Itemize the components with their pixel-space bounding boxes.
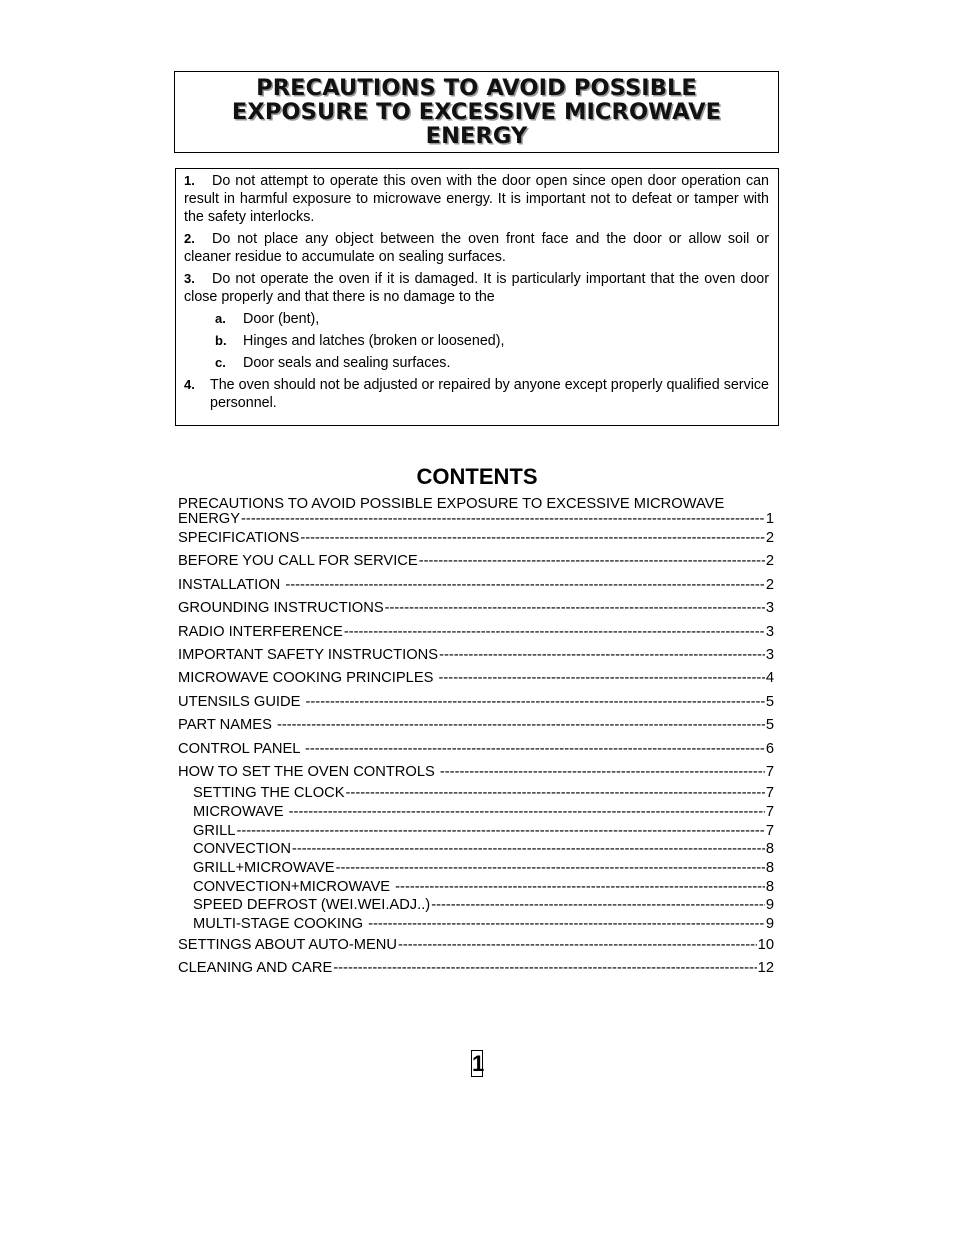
precautions-list-box [175,168,779,426]
item-text: Do not attempt to operate this oven with the door open since open door operation can result in harmful exposure to microwave energy. It is important not to defeat or tamper with the safety interlocks. [184,173,769,225]
toc-leader [285,574,764,597]
toc-entry-precautions[interactable] [178,497,774,527]
toc-entry-label: RADIO INTERFERENCE [178,623,343,640]
toc-entry[interactable] [178,691,774,714]
toc-entry[interactable] [178,957,774,980]
page-number: 1 [472,1051,485,1076]
toc-entry[interactable] [178,597,774,620]
subitem-text: Door seals and sealing surfaces. [243,355,451,371]
damage-subitem-a [215,310,769,328]
toc-entry[interactable] [178,667,774,690]
toc-entry-label: GRILL [193,822,236,839]
toc-entry-label: GRILL+MICROWAVE [193,860,335,877]
item-number: 4. [184,377,195,392]
toc-leader [336,859,765,878]
toc-entry-label-line1: PRECAUTIONS TO AVOID POSSIBLE EXPOSURE TO EXCESSIVE MICROWAVE [178,496,725,512]
toc-page-number: 3 [765,646,774,663]
table-of-contents [178,497,774,981]
toc-entry[interactable] [178,738,774,761]
toc-page-number: 2 [765,529,774,546]
toc-page-number: 9 [765,916,774,933]
toc-leader [289,803,765,822]
toc-entry[interactable] [178,574,774,597]
toc-page-number: 8 [765,878,774,895]
toc-entry[interactable] [178,822,774,841]
toc-entry-label: SPEED DEFROST (WEI.WEI.ADJ..) [193,897,431,914]
toc-leader [368,915,765,934]
toc-page-number: 7 [765,785,774,802]
toc-leader [440,761,765,784]
toc-entry-label: IMPORTANT SAFETY INSTRUCTIONS [178,646,439,663]
toc-leader [346,784,765,803]
toc-entry-label: CONTROL PANEL [178,740,304,757]
subitem-letter: b. [215,333,227,348]
item-number: 1. [184,173,195,188]
toc-entry-label: PART NAMES [178,717,276,734]
toc-page-number: 7 [765,763,774,780]
toc-leader [439,644,765,667]
toc-entry-label: HOW TO SET THE OVEN CONTROLS [178,763,439,780]
toc-entry[interactable] [178,915,774,934]
precaution-item-3 [184,270,769,306]
toc-entry[interactable] [178,896,774,915]
subitem-text: Hinges and latches (broken or loosened), [243,333,505,349]
toc-entry-label: BEFORE YOU CALL FOR SERVICE [178,553,418,570]
toc-entry-label: SPECIFICATIONS [178,529,300,546]
toc-entry-label: UTENSILS GUIDE [178,693,305,710]
toc-leader [292,840,765,859]
toc-entry[interactable] [178,644,774,667]
damage-subitem-b [215,332,769,350]
toc-leader [398,934,757,957]
toc-leader [277,714,765,737]
toc-page-number: 8 [765,860,774,877]
toc-leader [306,691,765,714]
toc-page-number: 12 [757,960,774,977]
toc-entry[interactable] [178,714,774,737]
toc-entry[interactable] [178,803,774,822]
toc-leader [385,597,765,620]
toc-entry[interactable] [178,550,774,573]
toc-entry[interactable] [178,761,774,784]
toc-entry-label: SETTINGS ABOUT AUTO-MENU [178,936,397,953]
toc-page-number: 5 [765,717,774,734]
item-number: 3. [184,271,195,286]
toc-leader [395,878,765,897]
toc-entry-label: GROUNDING INSTRUCTIONS [178,600,384,617]
toc-entry-label: CONVECTION [193,841,291,858]
precaution-item-1 [184,172,769,226]
toc-leader [439,667,765,690]
toc-entry[interactable] [178,878,774,897]
toc-entry-label: MICROWAVE COOKING PRINCIPLES [178,670,438,687]
toc-leader [333,957,756,980]
toc-page-number: 7 [765,822,774,839]
toc-page-number: 5 [765,693,774,710]
title-line-3: ENERGY [425,123,528,149]
toc-leader [236,822,764,841]
toc-entry-label: SETTING THE CLOCK [193,785,345,802]
toc-entry-label: MICROWAVE [193,803,288,820]
toc-page-number: 2 [765,576,774,593]
toc-entry[interactable] [178,621,774,644]
contents-heading: CONTENTS [416,464,538,489]
toc-page-number: 4 [765,670,774,687]
toc-page-number: 1 [765,512,774,527]
toc-leader [344,621,765,644]
subitem-letter: c. [215,355,226,370]
toc-entry[interactable] [178,859,774,878]
precaution-item-2 [184,230,769,266]
toc-leader [419,550,765,573]
item-text: Do not operate the oven if it is damaged. It is particularly important that the oven door close properly and that there is no damage to the [184,271,769,305]
toc-entry[interactable] [178,527,774,550]
toc-leader [241,512,765,527]
toc-leader [431,896,765,915]
damage-subitem-c [215,354,769,372]
title-line-2: EXPOSURE TO EXCESSIVE MICROWAVE [231,99,722,125]
title-line-1: PRECAUTIONS TO AVOID POSSIBLE [256,75,697,101]
item-number: 2. [184,231,195,246]
subitem-letter: a. [215,311,226,326]
toc-page-number: 3 [765,623,774,640]
toc-page-number: 8 [765,841,774,858]
toc-entry-label: CONVECTION+MICROWAVE [193,878,395,895]
toc-page-number: 6 [765,740,774,757]
toc-entry-label: INSTALLATION [178,576,285,593]
item-text: Do not place any object between the oven front face and the door or allow soil or cleaner residue to accumulate on sealing surfaces. [184,231,769,265]
toc-page-number: 2 [765,553,774,570]
toc-page-number: 9 [765,897,774,914]
subitem-text: Door (bent), [243,311,320,327]
toc-leader [300,527,765,550]
toc-entry-label: MULTI-STAGE COOKING [193,916,368,933]
toc-entry-label-line2: ENERGY [178,512,241,527]
toc-page-number: 7 [765,803,774,820]
precaution-item-4 [184,376,769,412]
toc-page-number: 3 [765,600,774,617]
item-text: The oven should not be adjusted or repaired by anyone except properly qualified service personnel. [210,377,769,411]
precautions-title-box [174,71,779,153]
toc-entry[interactable] [178,840,774,859]
toc-entry[interactable] [178,784,774,803]
toc-page-number: 10 [757,936,774,953]
toc-entry[interactable] [178,934,774,957]
toc-entry-label: CLEANING AND CARE [178,960,333,977]
toc-leader [305,738,765,761]
